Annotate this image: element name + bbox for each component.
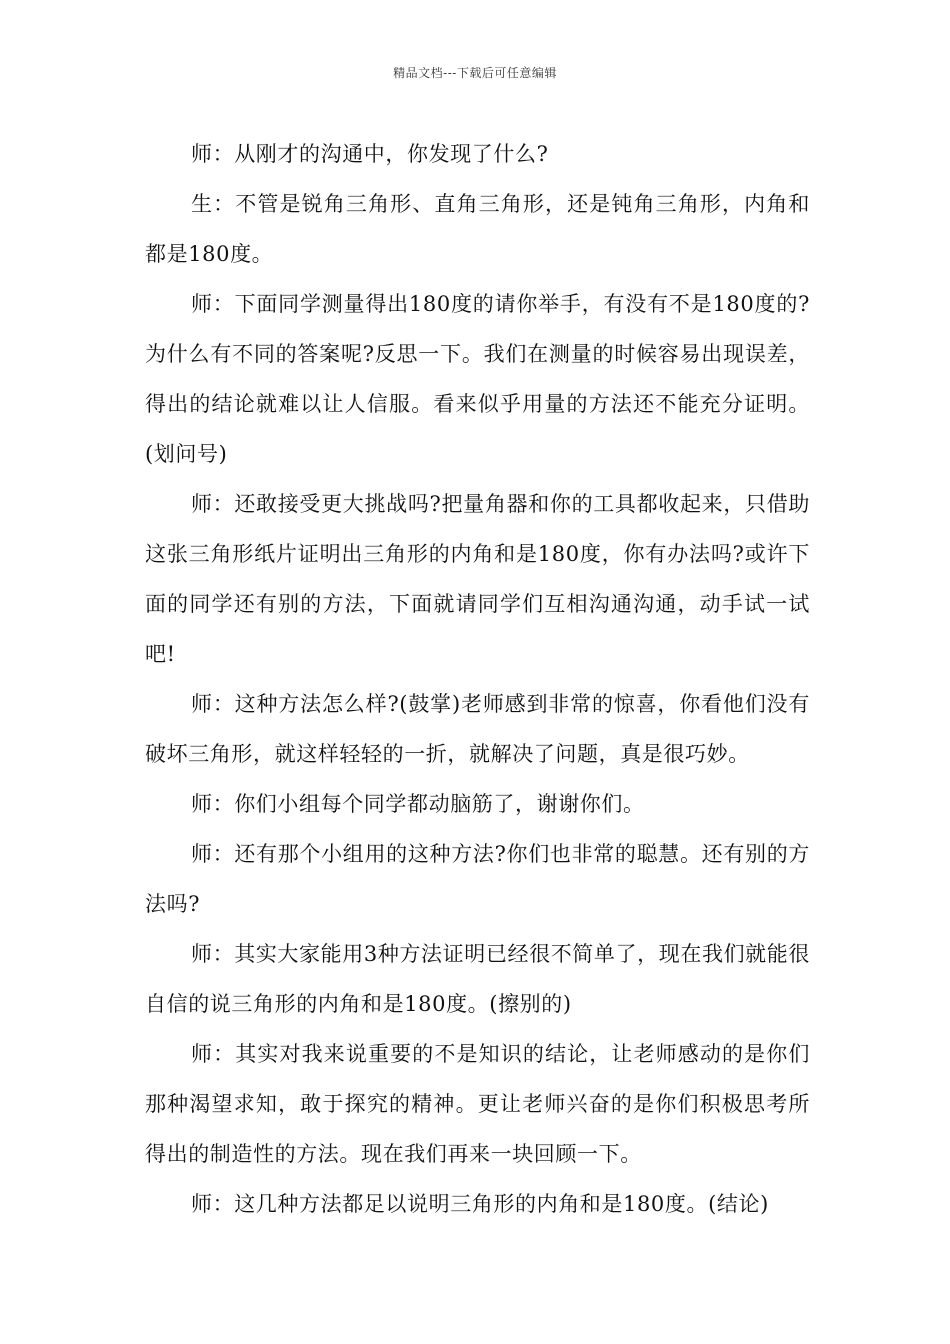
paragraph: 生：不管是锐角三角形、直角三角形，还是钝角三角形，内角和都是180度。 <box>145 192 810 266</box>
document-body <box>145 129 810 1229</box>
paragraph: 师：其实对我来说重要的不是知识的结论，让老师感动的是你们那种渴望求知，敢于探究的精神。更让老师兴奋的是你们积极思考所得出的制造性的方法。现在我们再来一块回顾一下。 <box>145 1042 810 1166</box>
paragraph: 师：其实大家能用3种方法证明已经很不简单了，现在我们就能很自信的说三角形的内角和是180度。(擦别的) <box>145 942 810 1016</box>
paragraph: 师：还有那个小组用的这种方法?你们也非常的聪慧。还有别的方法吗? <box>145 842 810 916</box>
paragraph: 师：这种方法怎么样?(鼓掌)老师感到非常的惊喜，你看他们没有破坏三角形，就这样轻轻的一折，就解决了问题，真是很巧妙。 <box>145 692 810 766</box>
paragraph: 师：从刚才的沟通中，你发现了什么? <box>191 142 549 166</box>
paragraph: 师：还敢接受更大挑战吗?把量角器和你的工具都收起来，只借助这张三角形纸片证明出三角形的内角和是180度，你有办法吗?或许下面的同学还有别的方法，下面就请同学们互相沟通沟通，动手试一试吧! <box>145 492 810 666</box>
paragraph: 师：这几种方法都足以说明三角形的内角和是180度。(结论) <box>191 1192 769 1216</box>
page-header: 精品文档---下载后可任意编辑 <box>393 66 557 80</box>
paragraph: 师：你们小组每个同学都动脑筋了，谢谢你们。 <box>191 792 645 816</box>
paragraph: 师：下面同学测量得出180度的请你举手，有没有不是180度的?为什么有不同的答案呢?反思一下。我们在测量的时候容易出现误差，得出的结论就难以让人信服。看来似乎用量的方法还不能充分证明。(划问号) <box>145 292 810 466</box>
